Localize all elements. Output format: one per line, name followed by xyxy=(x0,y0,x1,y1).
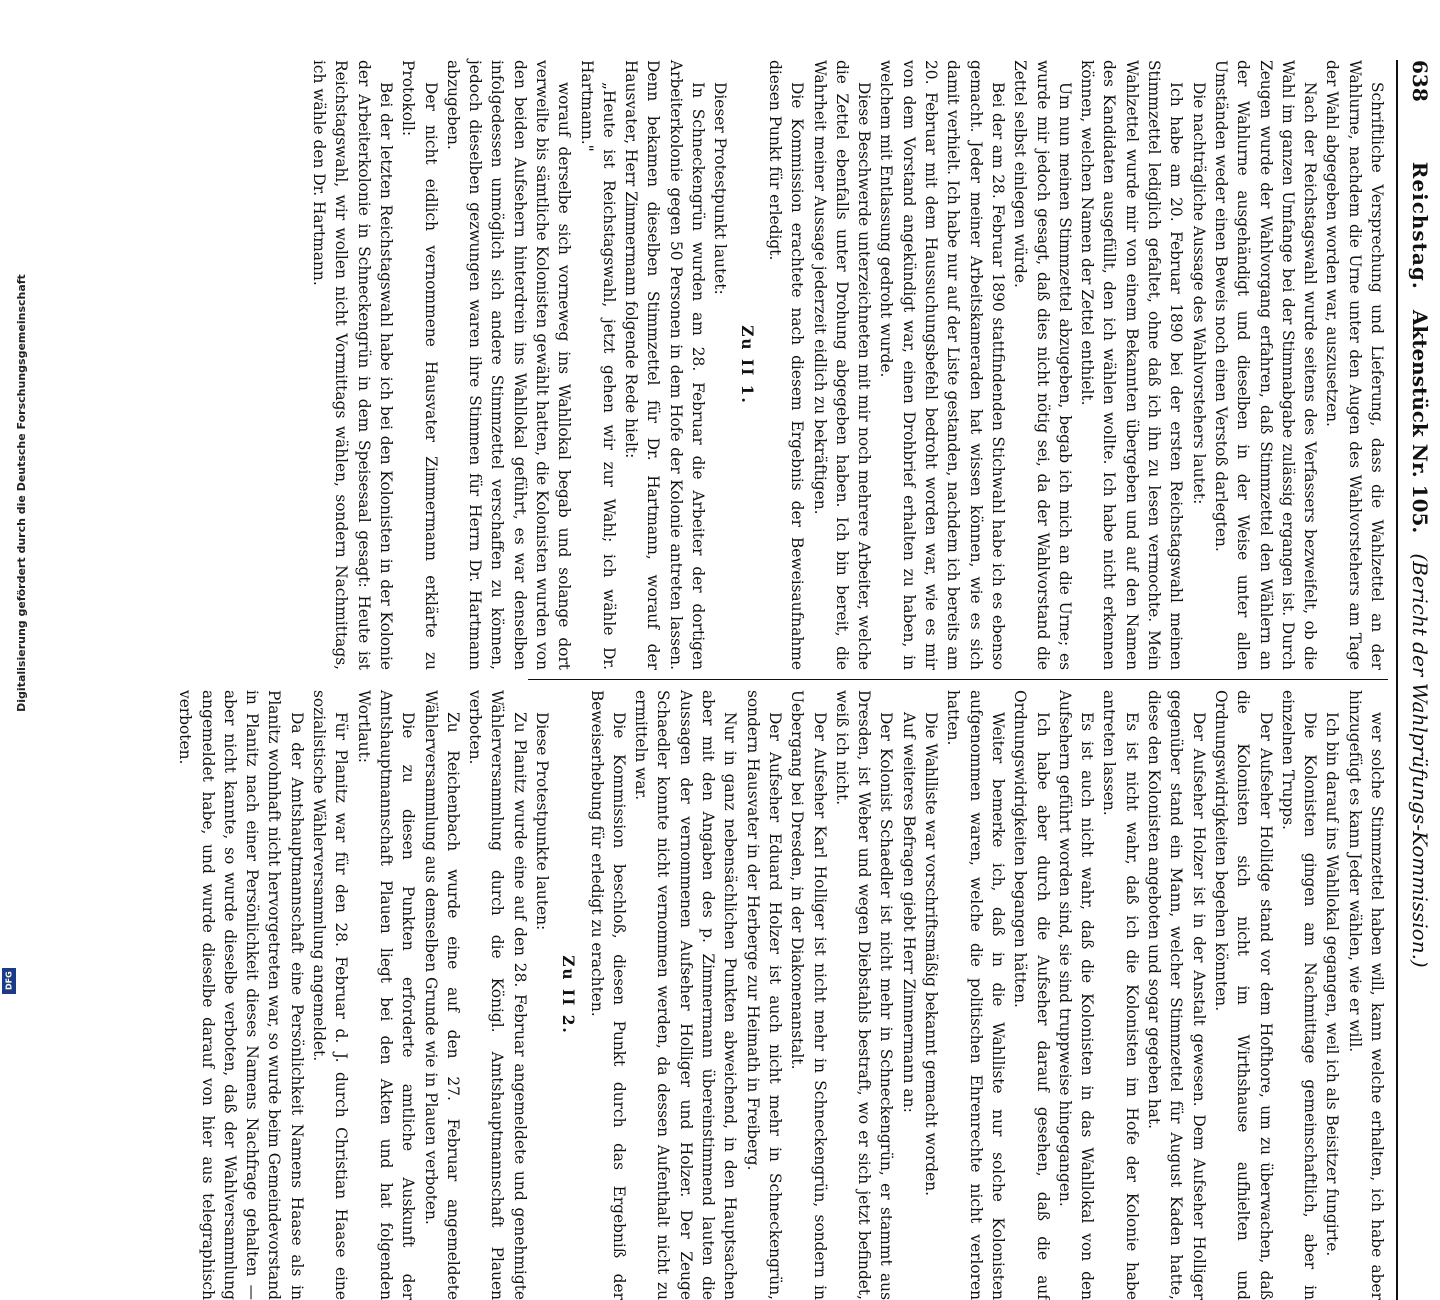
paragraph: Für Planitz war für den 28. Februar d. J. durch Christian Haase eine sozialistische Wählerversammlung angemeldet. xyxy=(310,690,351,1300)
paragraph: Die zu diesen Punkten erforderte amtliche Auskunft der Amtshauptmannschaft Plauen liegt bei den Akten und hat folgenden Wortlaut: xyxy=(354,690,418,1300)
paragraph: Ich habe aber durch die Aufseher darauf gesehen, daß die auf Ordnungswidrigkeiten begangen hätten. xyxy=(1011,690,1052,1300)
paragraph: Die Kolonisten gingen am Nachmittage gemeinschaftlich, aber in einzelnen Trupps. xyxy=(1278,690,1320,1300)
dfg-logo: DFG xyxy=(2,968,16,994)
page-number: 638 xyxy=(1408,60,1432,102)
issue-label: Aktenstück Nr. 105. xyxy=(1408,309,1432,534)
paragraph: Der Aufseher Hollidge stand vor dem Hofthore, um zu überwachen, daß die Kolonisten sich nicht im Wirthshause aufhielten und Ordnungswidrigkeiten begehen könnten. xyxy=(1211,690,1275,1300)
paragraph: Um nun meinen Stimmzettel abzugeben, begab ich mich an die Urne; es wurde mir jedoch gesagt, daß dies nicht nötig sei, da der Wahlvorstand die Zettel selbst einlegen würde. xyxy=(1011,60,1074,670)
column-divider xyxy=(528,679,1388,680)
paragraph: Diese Beschwerde unterzeichneten mit mir noch mehrere Arbeiter, welche die Zettel ebenfalls unter Drohung abgegeben haben. Ich bin bereit, die Wahrheit meiner Aussage jederzeit eidlich zu bekräftigen. xyxy=(810,60,874,670)
paragraph: Dieser Protestpunkt lautet: xyxy=(711,82,730,295)
paragraph: Diese Protestpunkte lauten: xyxy=(533,712,552,931)
left-column xyxy=(310,60,1388,670)
paragraph: Ich bin darauf ins Wahllokal gegangen, weil ich als Beisitzer fungirte. xyxy=(1323,712,1342,1257)
paragraph: Zu II 2. xyxy=(559,955,578,1035)
paragraph: Da der Amtshauptmannschaft eine Persönlichkeit Namens Haase als in Planitz wohnhaft nicht hervorgetreten war, so wurde beim Gemeindevorstand in Planitz nach einer Persönlichkeit dieses Namens Nachfrage gehalten — aber nicht kannte, so wurde dieselbe verboten, daß der Wahlversammlung angemeldet habe, und wurde dieselbe darauf von hier aus telegraphisch verboten. xyxy=(176,690,306,1300)
paragraph: Nach der Reichstagswahl wurde seitens des Verfassers bezweifelt, ob die Wahl im ganzen Umfange bei der Stimmabgabe zulässig ergangen ist. Durch Zeugen wurde der Wahlvorgang erfahren, daß Stimmzettel den Wählern an der Wahlurne ausgehändigt und dieselben in der Weise unter allen Umständen weder einen Beweis noch einen Verstoß darlegten. xyxy=(1211,60,1320,670)
paragraph: Der nicht eidlich vernommene Hausvater Zimmermann erklärte zu Protokoll: xyxy=(399,60,440,670)
paragraph: Der Aufseher Karl Holliger ist nicht mehr in Schneckengrün, sondern in Uebergang bei Dresden, in der Diakonenanstalt. xyxy=(788,690,829,1300)
paragraph: Nur in ganz nebensächlichen Punkten abweichend, in den Hauptsachen aber mit den Angaben des p. Zimmermann übereinstimmend lauten die Aussagen der vernommenen Aufseher Holliger und Holzer. Der Zeuge Schaedler konnte nicht vernommen werden, da dessen Aufenthalt nicht zu ermitteln war. xyxy=(632,690,740,1300)
section-label: (Bericht der Wahlprüfungs-Kommission.) xyxy=(1408,553,1432,968)
paragraph: Weiter bemerke ich, daß in die Wahlliste nur solche Kolonisten aufgenommen waren, welche die politischen Ehrenrechte nicht verloren hatten. xyxy=(944,690,1007,1300)
paragraph: „Heute ist Reichstagswahl, jetzt gehen wir zur Wahl; ich wähle Dr. Hartmann." xyxy=(577,60,618,670)
paragraph: Die Kommission beschloß, diesen Punkt durch das Ergebniß der Beweiserhebung für erledigt zu erachten. xyxy=(587,690,628,1300)
paragraph: Zu Planitz wurde eine auf den 28. Februar angemeldete und genehmigte Wählerversammlung durch die Königl. Amtshauptmannschaft Plauen verboten. xyxy=(466,690,529,1300)
digitization-footer xyxy=(2,0,28,1000)
header-rule xyxy=(1396,60,1398,1300)
paragraph: Bei der letzten Reichstagswahl habe ich bei den Kolonisten in der Kolonie der Arbeiterkolonie in Schneckengrün in dem Speisesaal gesagt: Heute ist Reichstagswahl, wir wollen nicht Vormittags wählen, sondern Nachmittags, ich wähle den Dr. Hartmann. xyxy=(310,60,395,670)
paragraph: worauf derselbe sich vorneweg ins Wahllokal begab und solange dort verweilte bis sämtliche Kolonisten gewählt hatten, die Kolonisten wurden von den beiden Aufsehern hinterdrein ins Wahllokal geführt, es war denselben infolgedessen unmöglich sich andere Stimmzettel verschaffen zu können, jedoch dieselben gezwungen waren ihre Stimmen für Herrn Dr. Hartmann abzugeben. xyxy=(443,60,574,670)
right-column xyxy=(176,690,1388,1300)
paragraph: Es ist auch nicht wahr, daß die Kolonisten in das Wahllokal von den Aufsehern geführt worden sind, sie sind truppweise hingegangen. xyxy=(1055,690,1097,1300)
paragraph: Es ist nicht wahr, daß ich die Kolonisten im Hofe der Kolonie habe antreten lassen. xyxy=(1100,690,1141,1300)
paragraph: Ich habe am 20. Februar 1890 bei der ersten Reichstagswahl meinen Stimmzettel lediglich gefaltet, ohne daß ich ihn zu lesen vermochte. Mein Wahlzettel wurde mir von einem Bekannten übergeben und auf den Namen des Kandidaten ausgefüllt, den ich wählen wollte. Ich habe nicht erkennen können, welchen Namen der Zettel enthielt. xyxy=(1078,60,1186,670)
paragraph: Bei der am 28. Februar 1890 stattfindenden Stichwahl habe ich es ebenso gemacht. Jeder meiner Arbeitskameraden hat wissen können, wie es sich damit verhielt. Ich habe nur auf der Liste gestanden, nachdem ich bereits am 20. Februar mit dem Haussuchungsbefehl bedroht worden war, wie es mir von dem Vorstand angekündigt war, einen Drohbrief erhalten zu haben, in welchem mit Entlassung gedroht wurde. xyxy=(877,60,1007,670)
paragraph: Die Kommission erachtete nach diesem Ergebnis der Beweisaufnahme diesen Punkt für erledigt. xyxy=(765,60,807,670)
publication-title: Reichstag. xyxy=(1408,161,1432,290)
paragraph: Der Aufseher Eduard Holzer ist auch nicht mehr in Schneckengrün, sondern Hausvater in der Herberge zur Heimath in Freiberg. xyxy=(743,690,784,1300)
page-header xyxy=(1400,60,1440,1300)
dfg-credit-text: Digitalisierung gefördert durch die Deutsche Forschungsgemeinschaft xyxy=(15,274,28,712)
paragraph: Zu II 1. xyxy=(737,325,756,405)
paragraph: wer solche Stimmzettel haben will, kann welche erhalten, ich habe aber hinzugefügt es kann Jeder wählen, wie er will. xyxy=(1345,690,1386,1300)
paragraph: Zu Reichenbach wurde eine auf den 27. Februar angemeldete Wählerversammlung aus demselben Grunde wie in Plauen verboten. xyxy=(421,690,462,1300)
paragraph: Auf weiteres Befragen giebt Herr Zimmermann an: xyxy=(899,712,918,1113)
paragraph: Die Wahlliste war vorschriftsmäßig bekannt gemacht worden. xyxy=(922,712,941,1197)
paragraph: Schriftliche Versprechung und Lieferung, dass die Wahlzettel an der Wahlurne, nachdem die Urne unter den Augen des Wahlvorstehers am Tage der Wahl abgegeben worden war, auszusetzen. xyxy=(1323,60,1386,670)
document-body xyxy=(176,60,1440,1300)
paragraph: Der Kolonist Schaedler ist nicht mehr in Schneckengrün, er stammt aus Dresden, ist Weber und wegen Diebstahls bestraft, wo er sich jetzt befindet, weiß ich nicht. xyxy=(832,690,896,1300)
paragraph: In Schneckengrün wurden am 28. Februar die Arbeiter der dortigen Arbeiterkolonie gegen 50 Personen in dem Hofe der Kolonie antreten lassen. Denn bekamen dieselben Stimmzettel für Dr. Hartmann, worauf der Hausvater, Herr Zimmermann folgende Rede hielt: xyxy=(622,60,708,670)
paragraph: Der Aufseher Holzer ist in der Anstalt gewesen. Dem Aufseher Holliger gegenüber stand ein Mann, welcher Stimmzettel für August Kaden hatte, diese den Kolonisten angeboten und sogar gegeben hat. xyxy=(1145,690,1208,1300)
paragraph: Die nachträgliche Aussage des Wahlvorstehers lautet: xyxy=(1189,82,1208,505)
